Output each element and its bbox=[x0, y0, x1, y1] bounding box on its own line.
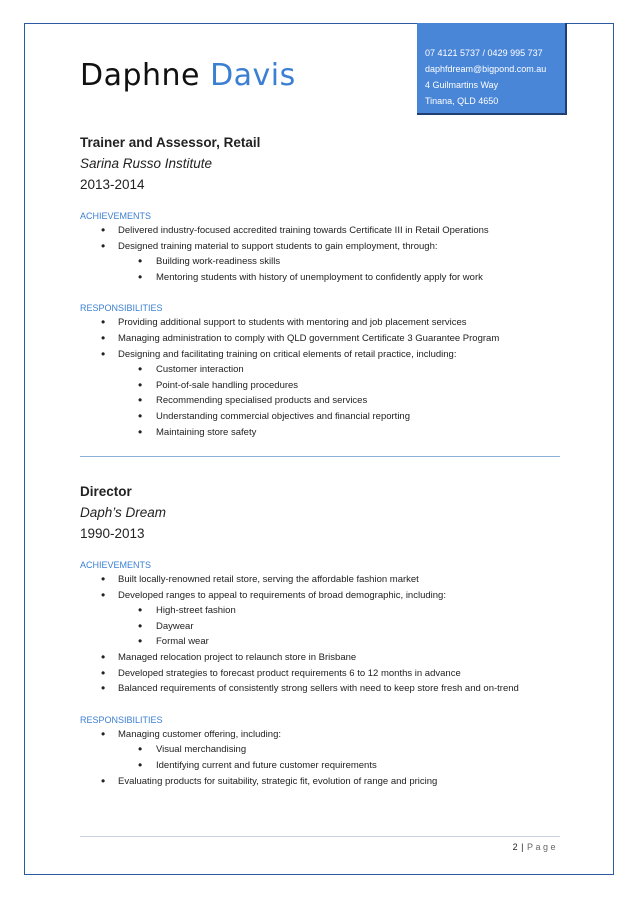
responsibilities-list bbox=[80, 315, 560, 440]
employer: Sarina Russo Institute bbox=[80, 156, 213, 171]
job-title: Director bbox=[80, 484, 132, 499]
list-item: • Managing administration to comply with QLD government Certificate 3 Guarantee Program bbox=[80, 331, 560, 347]
list-item: • Balanced requirements of consistently strong sellers with need to keep store fresh and on-trend bbox=[80, 681, 560, 697]
list-item: • High-street fashion bbox=[80, 603, 560, 619]
contact-phone: 07 4121 5737 / 0429 995 737 bbox=[425, 48, 543, 58]
job-section-1 bbox=[80, 133, 560, 440]
page-footer bbox=[513, 842, 558, 852]
list-item: • Building work-readiness skills bbox=[80, 254, 560, 270]
footer-divider bbox=[80, 836, 560, 837]
list-item: • Designing and facilitating training on critical elements of retail practice, including: bbox=[80, 347, 560, 363]
page-number: 2 bbox=[512, 842, 519, 852]
achievements-heading: ACHIEVEMENTS bbox=[80, 211, 152, 221]
list-item: • Delivered industry-focused accredited training towards Certificate III in Retail Operations bbox=[80, 223, 560, 239]
list-item: • Maintaining store safety bbox=[80, 425, 560, 441]
footer-separator: | bbox=[521, 842, 524, 852]
list-item: • Identifying current and future customer requirements bbox=[80, 758, 560, 774]
list-item: • Evaluating products for suitability, strategic fit, evolution of range and pricing bbox=[80, 774, 560, 790]
list-item: • Point-of-sale handling procedures bbox=[80, 378, 560, 394]
first-name: Daphne bbox=[80, 58, 201, 93]
page-label: Page bbox=[526, 842, 558, 852]
list-item: • Daywear bbox=[80, 619, 560, 635]
list-item: • Providing additional support to students with mentoring and job placement services bbox=[80, 315, 560, 331]
list-item: • Developed strategies to forecast product requirements 6 to 12 months in advance bbox=[80, 666, 560, 682]
responsibilities-heading: RESPONSIBILITIES bbox=[80, 303, 163, 314]
list-item: • Managed relocation project to relaunch store in Brisbane bbox=[80, 650, 560, 666]
achievements-heading: ACHIEVEMENTS bbox=[80, 560, 152, 570]
list-item: • Customer interaction bbox=[80, 362, 560, 378]
list-item: • Formal wear bbox=[80, 634, 560, 650]
list-item: • Visual merchandising bbox=[80, 742, 560, 758]
list-item: • Developed ranges to appeal to requirements of broad demographic, including: bbox=[80, 588, 560, 604]
responsibilities-heading: RESPONSIBILITIES bbox=[80, 714, 163, 725]
resume-name bbox=[80, 58, 296, 93]
section-divider bbox=[80, 456, 560, 457]
list-item: • Recommending specialised products and services bbox=[80, 393, 560, 409]
responsibilities-list bbox=[80, 727, 560, 789]
job-section-2 bbox=[80, 482, 560, 789]
contact-street: 4 Guilmartins Way bbox=[425, 80, 499, 90]
list-item: • Managing customer offering, including: bbox=[80, 727, 560, 743]
achievements-list bbox=[80, 572, 560, 697]
employer: Daph’s Dream bbox=[80, 505, 167, 520]
achievements-list bbox=[80, 223, 560, 285]
list-item: • Mentoring students with history of unemployment to confidently apply for work bbox=[80, 270, 560, 286]
list-item: • Designed training material to support students to gain employment, through: bbox=[80, 239, 560, 255]
contact-box bbox=[417, 23, 567, 115]
contact-email[interactable]: daphfdream@bigpond.com.au bbox=[425, 64, 547, 74]
job-title: Trainer and Assessor, Retail bbox=[80, 135, 261, 150]
job-years: 2013-2014 bbox=[80, 177, 145, 192]
last-name: Davis bbox=[210, 58, 296, 93]
list-item: • Built locally-renowned retail store, serving the affordable fashion market bbox=[80, 572, 560, 588]
contact-city: Tinana, QLD 4650 bbox=[425, 96, 499, 106]
job-years: 1990-2013 bbox=[80, 526, 145, 541]
list-item: • Understanding commercial objectives and financial reporting bbox=[80, 409, 560, 425]
